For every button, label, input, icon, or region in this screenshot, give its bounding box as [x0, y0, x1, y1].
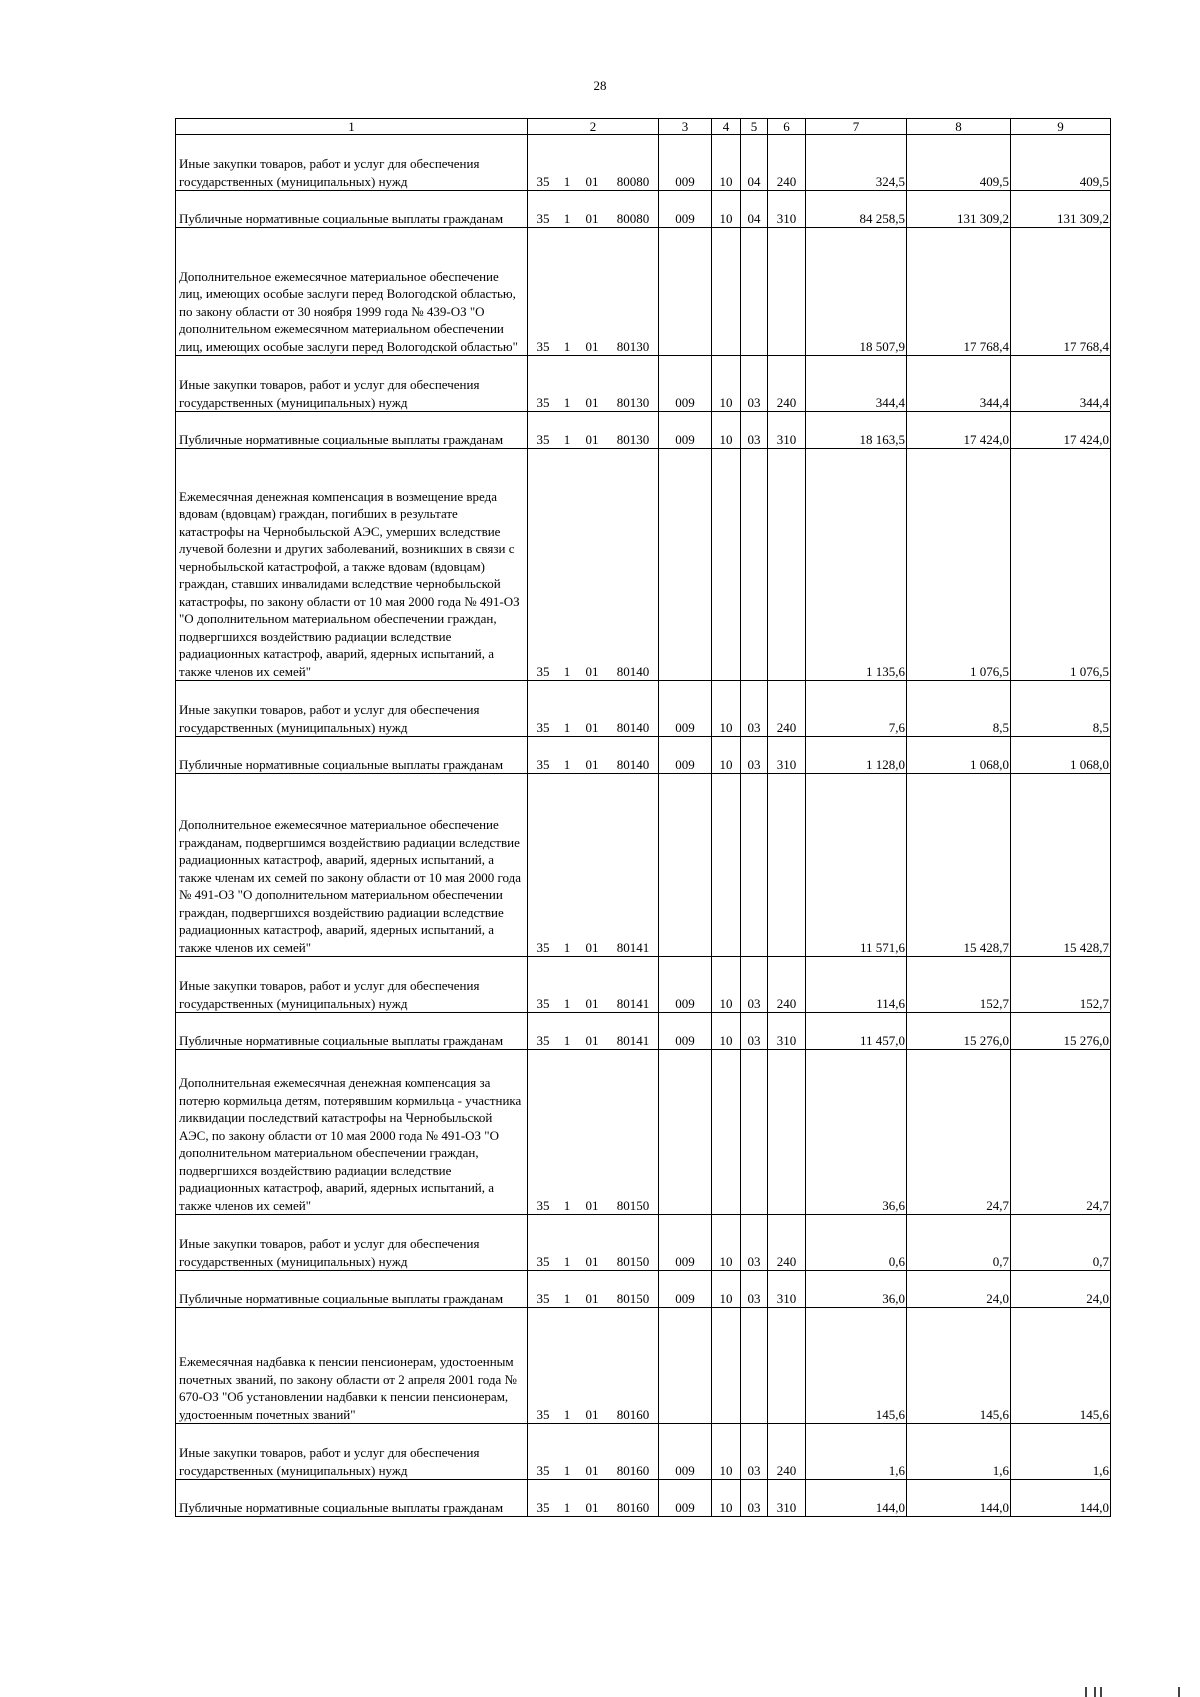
col5-cell [741, 449, 768, 681]
col7-amount: 144,0 [806, 1480, 907, 1517]
code-part-c3: 01 [585, 394, 599, 410]
col5-cell [741, 228, 768, 356]
row-name: Публичные нормативные социальные выплаты гражданам [176, 412, 528, 449]
code-part-c2: 1 [563, 1032, 571, 1048]
col7-amount: 0,6 [806, 1215, 907, 1271]
col3-cell: 009 [659, 1424, 712, 1480]
code-part-c4: 80141 [616, 1032, 650, 1048]
col6-cell: 240 [768, 135, 806, 191]
target-article-code [528, 957, 659, 1013]
code-part-c3: 01 [585, 210, 599, 226]
col9-amount: 0,7 [1011, 1215, 1111, 1271]
code-part-c2: 1 [563, 995, 571, 1011]
col8-amount: 152,7 [907, 957, 1011, 1013]
target-article-code [528, 1215, 659, 1271]
col3-cell: 009 [659, 957, 712, 1013]
col3-cell [659, 228, 712, 356]
col5-cell: 03 [741, 1271, 768, 1308]
col3-cell: 009 [659, 356, 712, 412]
col5-cell: 04 [741, 135, 768, 191]
code-part-c4: 80150 [616, 1253, 650, 1269]
col6-cell [768, 1308, 806, 1424]
col7-amount: 114,6 [806, 957, 907, 1013]
code-part-c4: 80160 [616, 1499, 650, 1515]
table-row [176, 774, 1111, 957]
target-article-code [528, 228, 659, 356]
table-row [176, 228, 1111, 356]
table-row [176, 1215, 1111, 1271]
code-part-c1: 35 [536, 1499, 550, 1515]
code-part-c2: 1 [563, 1197, 571, 1213]
scan-mark [1178, 1687, 1180, 1697]
col6-cell: 240 [768, 356, 806, 412]
col4-cell: 10 [712, 412, 741, 449]
target-article-code [528, 356, 659, 412]
col5-cell: 03 [741, 737, 768, 774]
code-part-c2: 1 [563, 719, 571, 735]
target-article-code [528, 135, 659, 191]
code-part-c1: 35 [536, 663, 550, 679]
col7-amount: 1,6 [806, 1424, 907, 1480]
col4-cell: 10 [712, 356, 741, 412]
col7-amount: 36,0 [806, 1271, 907, 1308]
col8-amount: 8,5 [907, 681, 1011, 737]
col8-amount: 409,5 [907, 135, 1011, 191]
col9-amount: 1 068,0 [1011, 737, 1111, 774]
col6-cell: 310 [768, 412, 806, 449]
col9-amount: 344,4 [1011, 356, 1111, 412]
code-part-c4: 80080 [616, 173, 650, 189]
code-part-c4: 80140 [616, 663, 650, 679]
code-part-c1: 35 [536, 1253, 550, 1269]
page-number: 28 [593, 78, 607, 93]
code-part-c2: 1 [563, 1462, 571, 1478]
col6-cell: 240 [768, 681, 806, 737]
col8-amount: 131 309,2 [907, 191, 1011, 228]
col9-amount: 1,6 [1011, 1424, 1111, 1480]
row-name: Ежемесячная надбавка к пенсии пенсионерам, удостоенным почетных званий, по закону области от 2 апреля 2001 года № 670-ОЗ "Об установлении надбавки к пенсии пенсионерам, удостоенным почетных званий" [176, 1308, 528, 1424]
code-part-c3: 01 [585, 1406, 599, 1422]
col7-amount: 18 163,5 [806, 412, 907, 449]
col6-cell [768, 1050, 806, 1215]
code-part-c1: 35 [536, 1290, 550, 1306]
code-part-c1: 35 [536, 173, 550, 189]
col3-cell: 009 [659, 737, 712, 774]
col3-cell [659, 449, 712, 681]
code-part-c4: 80140 [616, 719, 650, 735]
col7-amount: 36,6 [806, 1050, 907, 1215]
col7-amount: 7,6 [806, 681, 907, 737]
code-part-c4: 80141 [616, 995, 650, 1011]
table-row [176, 681, 1111, 737]
row-name: Иные закупки товаров, работ и услуг для обеспечения государственных (муниципальных) нужд [176, 957, 528, 1013]
code-part-c2: 1 [563, 1290, 571, 1306]
col8-amount: 1 076,5 [907, 449, 1011, 681]
row-name: Иные закупки товаров, работ и услуг для обеспечения государственных (муниципальных) нужд [176, 1215, 528, 1271]
table-row [176, 1480, 1111, 1517]
col6-cell: 310 [768, 1013, 806, 1050]
col4-cell: 10 [712, 1215, 741, 1271]
target-article-code [528, 1480, 659, 1517]
target-article-code [528, 1271, 659, 1308]
table-row [176, 737, 1111, 774]
col8-amount: 24,0 [907, 1271, 1011, 1308]
col7-amount: 18 507,9 [806, 228, 907, 356]
table-row [176, 1308, 1111, 1424]
col3-cell: 009 [659, 135, 712, 191]
code-part-c3: 01 [585, 431, 599, 447]
code-part-c3: 01 [585, 338, 599, 354]
col8-amount: 15 276,0 [907, 1013, 1011, 1050]
row-name: Дополнительное ежемесячное материальное обеспечение гражданам, подвергшимся воздействию радиации вследствие радиационных катастроф, аварий, ядерных испытаний, а также членам их семей по закону области от 10 мая 2000 года № 491-ОЗ "О дополнительном материальном обеспечении граждан, подвергшихся воздействию радиации вследствие радиационных катастроф, аварий, ядерных испытаний, а также членов их семей" [176, 774, 528, 957]
col5-cell: 03 [741, 681, 768, 737]
row-name: Иные закупки товаров, работ и услуг для обеспечения государственных (муниципальных) нужд [176, 356, 528, 412]
code-part-c2: 1 [563, 210, 571, 226]
col9-amount: 152,7 [1011, 957, 1111, 1013]
code-part-c4: 80140 [616, 756, 650, 772]
col6-cell: 310 [768, 737, 806, 774]
col8-amount: 0,7 [907, 1215, 1011, 1271]
row-name: Публичные нормативные социальные выплаты гражданам [176, 1013, 528, 1050]
col5-cell [741, 1308, 768, 1424]
col8-amount: 17 768,4 [907, 228, 1011, 356]
code-part-c1: 35 [536, 1406, 550, 1422]
header-cell: 5 [741, 119, 768, 135]
target-article-code [528, 737, 659, 774]
code-part-c2: 1 [563, 431, 571, 447]
target-article-code [528, 774, 659, 957]
col3-cell: 009 [659, 1215, 712, 1271]
table-row [176, 1424, 1111, 1480]
col4-cell: 10 [712, 1271, 741, 1308]
row-name: Публичные нормативные социальные выплаты гражданам [176, 1271, 528, 1308]
col5-cell: 03 [741, 356, 768, 412]
target-article-code [528, 449, 659, 681]
col5-cell: 03 [741, 1215, 768, 1271]
col4-cell: 10 [712, 191, 741, 228]
col5-cell: 03 [741, 412, 768, 449]
col7-amount: 11 457,0 [806, 1013, 907, 1050]
col3-cell: 009 [659, 412, 712, 449]
code-part-c4: 80160 [616, 1406, 650, 1422]
code-part-c3: 01 [585, 939, 599, 955]
code-part-c4: 80150 [616, 1197, 650, 1213]
col8-amount: 144,0 [907, 1480, 1011, 1517]
col7-amount: 11 571,6 [806, 774, 907, 957]
code-part-c1: 35 [536, 1462, 550, 1478]
code-part-c4: 80141 [616, 939, 650, 955]
col9-amount: 24,7 [1011, 1050, 1111, 1215]
col5-cell: 04 [741, 191, 768, 228]
code-part-c1: 35 [536, 431, 550, 447]
code-part-c3: 01 [585, 719, 599, 735]
header-cell: 3 [659, 119, 712, 135]
col6-cell [768, 228, 806, 356]
code-part-c2: 1 [563, 939, 571, 955]
row-name: Публичные нормативные социальные выплаты гражданам [176, 737, 528, 774]
code-part-c3: 01 [585, 1253, 599, 1269]
header-row [176, 119, 1111, 135]
col6-cell [768, 449, 806, 681]
code-part-c1: 35 [536, 210, 550, 226]
code-part-c3: 01 [585, 1032, 599, 1048]
table-row [176, 191, 1111, 228]
table-row [176, 135, 1111, 191]
col9-amount: 15 276,0 [1011, 1013, 1111, 1050]
col9-amount: 17 768,4 [1011, 228, 1111, 356]
target-article-code [528, 681, 659, 737]
code-part-c2: 1 [563, 1253, 571, 1269]
col3-cell [659, 774, 712, 957]
header-cell: 2 [528, 119, 659, 135]
col9-amount: 15 428,7 [1011, 774, 1111, 957]
col4-cell [712, 774, 741, 957]
scan-mark [1085, 1687, 1087, 1697]
row-name: Иные закупки товаров, работ и услуг для обеспечения государственных (муниципальных) нужд [176, 681, 528, 737]
col5-cell: 03 [741, 1424, 768, 1480]
col4-cell: 10 [712, 681, 741, 737]
code-part-c2: 1 [563, 1406, 571, 1422]
col5-cell [741, 774, 768, 957]
col7-amount: 145,6 [806, 1308, 907, 1424]
col7-amount: 1 135,6 [806, 449, 907, 681]
code-part-c1: 35 [536, 394, 550, 410]
header-cell: 9 [1011, 119, 1111, 135]
header-cell: 4 [712, 119, 741, 135]
code-part-c1: 35 [536, 939, 550, 955]
col6-cell: 240 [768, 1215, 806, 1271]
col4-cell [712, 1050, 741, 1215]
table-row [176, 957, 1111, 1013]
code-part-c1: 35 [536, 719, 550, 735]
budget-table [175, 118, 1111, 1517]
code-part-c1: 35 [536, 1032, 550, 1048]
col3-cell [659, 1308, 712, 1424]
row-name: Публичные нормативные социальные выплаты гражданам [176, 191, 528, 228]
target-article-code [528, 1424, 659, 1480]
row-name: Ежемесячная денежная компенсация в возмещение вреда вдовам (вдовцам) граждан, погибших в результате катастрофы на Чернобыльской АЭС, умерших вследствие лучевой болезни и других заболеваний, возникших в связи с чернобыльской катастрофой, а также вдовам (вдовцам) граждан, ставших инвалидами вследствие чернобыльской катастрофы, по закону области от 10 мая 2000 года № 491-ОЗ "О дополнительном материальном обеспечении граждан, подвергшихся воздействию радиации вследствие радиационных катастроф, аварий, ядерных испытаний, а также членов их семей" [176, 449, 528, 681]
table-row [176, 356, 1111, 412]
col3-cell: 009 [659, 191, 712, 228]
col5-cell: 03 [741, 957, 768, 1013]
code-part-c1: 35 [536, 995, 550, 1011]
code-part-c2: 1 [563, 1499, 571, 1515]
code-part-c1: 35 [536, 338, 550, 354]
code-part-c1: 35 [536, 756, 550, 772]
col3-cell: 009 [659, 681, 712, 737]
code-part-c4: 80130 [616, 431, 650, 447]
col3-cell [659, 1050, 712, 1215]
col7-amount: 84 258,5 [806, 191, 907, 228]
col7-amount: 1 128,0 [806, 737, 907, 774]
target-article-code [528, 1308, 659, 1424]
col9-amount: 131 309,2 [1011, 191, 1111, 228]
col8-amount: 17 424,0 [907, 412, 1011, 449]
col4-cell [712, 1308, 741, 1424]
code-part-c3: 01 [585, 663, 599, 679]
code-part-c4: 80080 [616, 210, 650, 226]
col3-cell: 009 [659, 1480, 712, 1517]
target-article-code [528, 191, 659, 228]
col6-cell: 310 [768, 191, 806, 228]
code-part-c3: 01 [585, 1462, 599, 1478]
code-part-c2: 1 [563, 394, 571, 410]
col9-amount: 409,5 [1011, 135, 1111, 191]
row-name: Иные закупки товаров, работ и услуг для обеспечения государственных (муниципальных) нужд [176, 1424, 528, 1480]
col8-amount: 1 068,0 [907, 737, 1011, 774]
target-article-code [528, 412, 659, 449]
col3-cell: 009 [659, 1271, 712, 1308]
header-cell: 7 [806, 119, 907, 135]
header-cell: 8 [907, 119, 1011, 135]
col4-cell [712, 449, 741, 681]
target-article-code [528, 1013, 659, 1050]
col5-cell: 03 [741, 1013, 768, 1050]
col6-cell: 240 [768, 1424, 806, 1480]
scan-mark [1094, 1687, 1096, 1697]
col9-amount: 145,6 [1011, 1308, 1111, 1424]
col6-cell: 240 [768, 957, 806, 1013]
code-part-c2: 1 [563, 338, 571, 354]
code-part-c1: 35 [536, 1197, 550, 1213]
row-name: Дополнительная ежемесячная денежная компенсация за потерю кормильца детям, потерявшим кормильца - участника ликвидации последствий катастрофы на Чернобыльской АЭС, по закону области от 10 мая 2000 года № 491-ОЗ "О дополнительном материальном обеспечении граждан, подвергшихся воздействию радиации вследствие радиационных катастроф, аварий, ядерных испытаний, а также членов их семей" [176, 1050, 528, 1215]
col4-cell: 10 [712, 135, 741, 191]
col6-cell [768, 774, 806, 957]
col4-cell: 10 [712, 1424, 741, 1480]
code-part-c3: 01 [585, 1290, 599, 1306]
scan-mark [1100, 1687, 1102, 1697]
code-part-c3: 01 [585, 1499, 599, 1515]
code-part-c3: 01 [585, 756, 599, 772]
code-part-c3: 01 [585, 995, 599, 1011]
col8-amount: 24,7 [907, 1050, 1011, 1215]
col4-cell: 10 [712, 1480, 741, 1517]
col7-amount: 324,5 [806, 135, 907, 191]
col3-cell: 009 [659, 1013, 712, 1050]
col5-cell: 03 [741, 1480, 768, 1517]
table-row [176, 449, 1111, 681]
table-row [176, 1050, 1111, 1215]
col4-cell: 10 [712, 1013, 741, 1050]
table-row [176, 412, 1111, 449]
code-part-c2: 1 [563, 663, 571, 679]
table-row [176, 1013, 1111, 1050]
table-row [176, 1271, 1111, 1308]
code-part-c2: 1 [563, 756, 571, 772]
col8-amount: 1,6 [907, 1424, 1011, 1480]
row-name: Дополнительное ежемесячное материальное обеспечение лиц, имеющих особые заслуги перед Вологодской областью, по закону области от 30 ноября 1999 года № 439-ОЗ "О дополнительном ежемесячном материальном обеспечении лиц, имеющих особые заслуги перед Вологодской областью" [176, 228, 528, 356]
col9-amount: 17 424,0 [1011, 412, 1111, 449]
code-part-c3: 01 [585, 1197, 599, 1213]
col8-amount: 344,4 [907, 356, 1011, 412]
row-name: Публичные нормативные социальные выплаты гражданам [176, 1480, 528, 1517]
code-part-c4: 80130 [616, 394, 650, 410]
col4-cell: 10 [712, 957, 741, 1013]
col7-amount: 344,4 [806, 356, 907, 412]
row-name: Иные закупки товаров, работ и услуг для обеспечения государственных (муниципальных) нужд [176, 135, 528, 191]
target-article-code [528, 1050, 659, 1215]
header-cell: 1 [176, 119, 528, 135]
col9-amount: 144,0 [1011, 1480, 1111, 1517]
col9-amount: 1 076,5 [1011, 449, 1111, 681]
code-part-c3: 01 [585, 173, 599, 189]
col4-cell: 10 [712, 737, 741, 774]
code-part-c4: 80130 [616, 338, 650, 354]
col9-amount: 8,5 [1011, 681, 1111, 737]
code-part-c4: 80150 [616, 1290, 650, 1306]
col9-amount: 24,0 [1011, 1271, 1111, 1308]
header-cell: 6 [768, 119, 806, 135]
col8-amount: 15 428,7 [907, 774, 1011, 957]
col6-cell: 310 [768, 1271, 806, 1308]
col5-cell [741, 1050, 768, 1215]
col8-amount: 145,6 [907, 1308, 1011, 1424]
col4-cell [712, 228, 741, 356]
code-part-c4: 80160 [616, 1462, 650, 1478]
col6-cell: 310 [768, 1480, 806, 1517]
code-part-c2: 1 [563, 173, 571, 189]
